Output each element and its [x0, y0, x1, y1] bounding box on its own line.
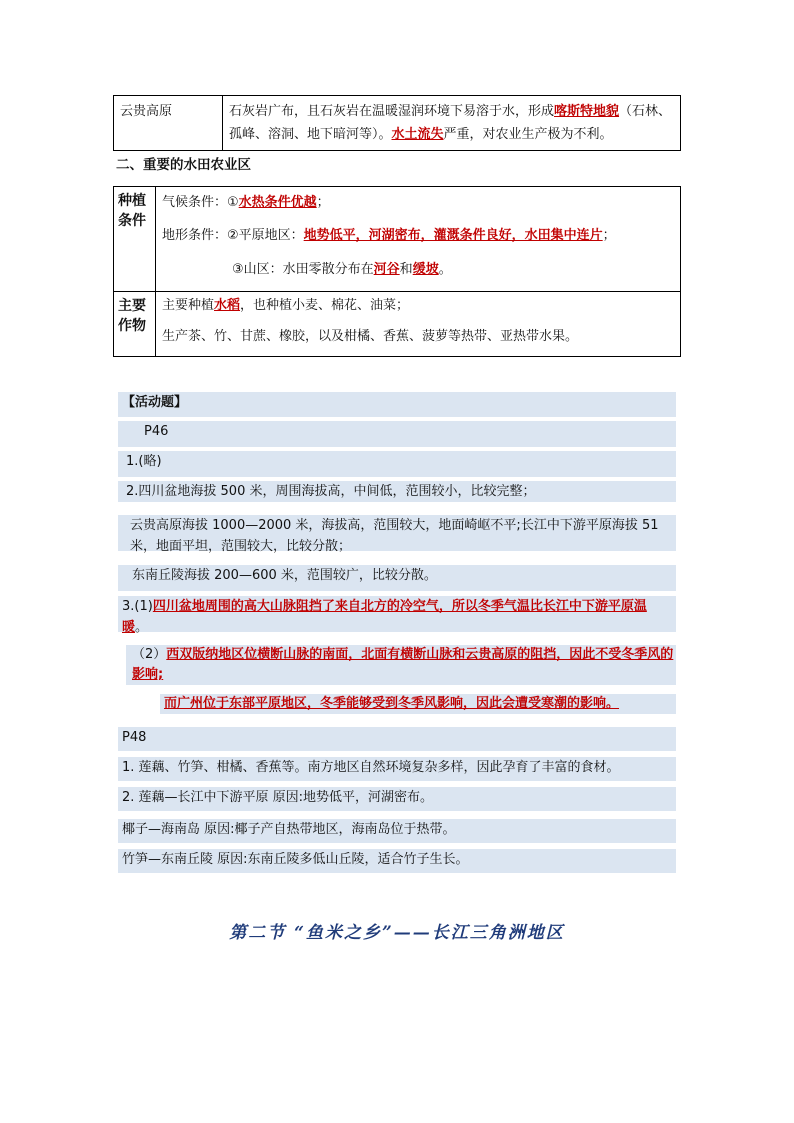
activity-title: 【活动题】: [118, 392, 676, 417]
page-ref-p48: P48: [118, 727, 676, 751]
answer-3-1: 3.(1)四川盆地周围的高大山脉阻挡了来自北方的冷空气，所以冬季气温比长江中下游平原温暖。: [118, 596, 676, 632]
table-row: [114, 187, 681, 292]
karst-table: [113, 95, 681, 151]
crops-line-2: 生产茶、竹、甘蔗、橡胶，以及柑橘、香蕉、菠萝等热带、亚热带水果。: [162, 329, 579, 344]
section-heading: 二、重要的水田农业区: [116, 157, 251, 173]
table-row: [114, 292, 681, 357]
row-head-crops: 主要作物: [114, 292, 156, 357]
mountain-line: ③山区：水田零散分布在河谷和缓坡。: [232, 262, 452, 277]
crops-line: 主要种植水稻，也种植小麦、棉花、油菜；: [162, 298, 410, 313]
answer-1: 1.(略): [118, 451, 676, 477]
row-head-conditions: 种植条件: [114, 187, 156, 292]
answer-b1: 1. 莲藕、竹笋、柑橘、香蕉等。南方地区自然环境复杂多样，因此孕育了丰富的食材。: [118, 757, 676, 781]
section-title: 第二节 “鱼米之乡”——长江三角洲地区: [229, 923, 565, 943]
crops-cell: [156, 292, 681, 357]
answer-2b: 云贵高原海拔 1000—2000 米，海拔高，范围较大，地面崎岖不平;长江中下游平原海拔 51 米，地面平坦，范围较大，比较分散；: [118, 515, 676, 551]
conditions-cell: [156, 187, 681, 292]
answer-3-2: （2）西双版纳地区位横断山脉的南面，北面有横断山脉和云贵高原的阻挡，因此不受冬季风的影响;: [126, 645, 676, 685]
region-cell: 云贵高原: [114, 96, 223, 151]
answer-2c: 东南丘陵海拔 200—600 米，范围较广，比较分散。: [118, 565, 676, 591]
climate-line: 气候条件：①水热条件优越；: [162, 195, 330, 210]
terrain-line: 地形条件：②平原地区：地势低平，河湖密布，灌溉条件良好，水田集中连片；: [162, 228, 616, 243]
page-ref-p46: P46: [118, 421, 676, 447]
answer-3-3: 而广州位于东部平原地区，冬季能够受到冬季风影响，因此会遭受寒潮的影响。: [160, 694, 676, 714]
highlight-soil-erosion: 水土流失: [391, 127, 444, 142]
answer-b4: 竹笋—东南丘陵 原因:东南丘陵多低山丘陵，适合竹子生长。: [118, 849, 676, 873]
paddy-table: [113, 186, 681, 357]
answer-2: 2.四川盆地海拔 500 米，周围海拔高，中间低，范围较小，比较完整；: [118, 481, 676, 502]
region-desc-cell: 石灰岩广布，且石灰岩在温暖湿润环境下易溶于水，形成喀斯特地貌（石林、孤峰、溶洞、地下暗河等）。水土流失严重，对农业生产极为不利。: [223, 96, 681, 151]
answer-b2: 2. 莲藕—长江中下游平原 原因:地势低平，河湖密布。: [118, 787, 676, 811]
highlight-karst: 喀斯特地貌: [554, 104, 620, 119]
table-row: [114, 96, 681, 151]
answer-b3: 椰子—海南岛 原因:椰子产自热带地区，海南岛位于热带。: [118, 819, 676, 843]
